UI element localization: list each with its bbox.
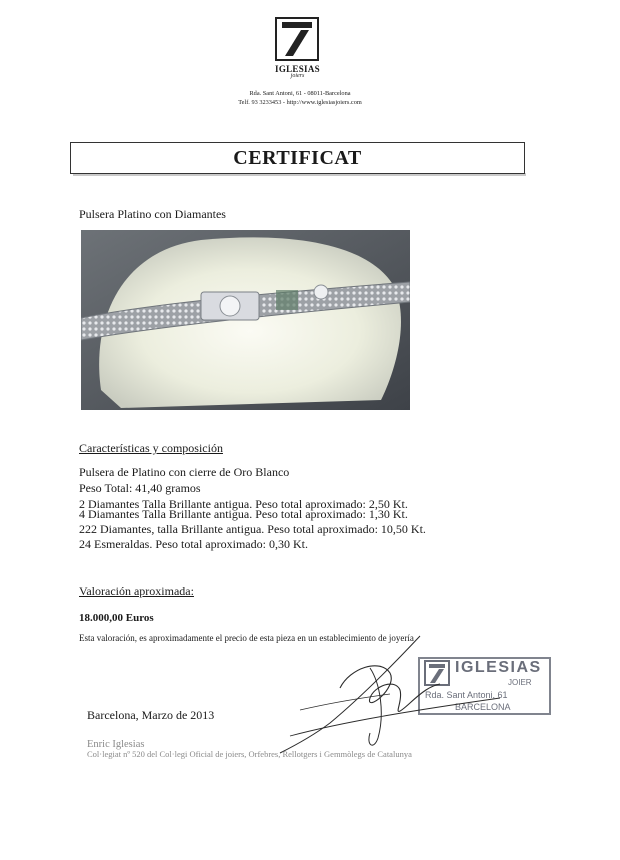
stamp-brand: IGLESIAS <box>455 659 542 676</box>
logo-tagline: joiers <box>290 73 305 79</box>
handwritten-signature <box>270 628 530 758</box>
logo-i-mark-icon <box>277 19 317 59</box>
item-title: Pulsera Platino con Diamantes <box>79 207 226 221</box>
letterhead-address: Rda. Sant Antoni, 61 - 08011-Barcelona <box>249 90 351 97</box>
letterhead-contact: Telf. 93 3233453 - http://www.iglesiasjoiers.com <box>238 99 362 106</box>
stamp-city: BARCELONA <box>455 702 511 712</box>
valuation-heading: Valoración aproximada: <box>79 584 194 598</box>
stamp-sub: JOIER <box>508 678 532 687</box>
spec-line: 4 Diamantes Talla Brillante antigua. Peso total aproximado: 1,30 Kt. <box>79 507 408 521</box>
certificate-title: CERTIFICAT <box>70 142 525 174</box>
bracelet-photo <box>81 230 410 410</box>
spec-line: 24 Esmeraldas. Peso total aproximado: 0,30 Kt. <box>79 537 308 551</box>
characteristics-heading: Características y composición <box>79 441 223 455</box>
place-date: Barcelona, Marzo de 2013 <box>87 708 215 722</box>
signer-credentials: Col·legiat nº 520 del Col·legi Oficial de joiers, Orfebres, Rellotgers i Gemmòlegs de Catalunya <box>87 749 412 759</box>
spec-line: Pulsera de Platino con cierre de Oro Blanco <box>79 465 290 479</box>
valuation-price: 18.000,00 Euros <box>79 612 154 624</box>
company-logo <box>275 17 319 61</box>
spec-line: Peso Total: 41,40 gramos <box>79 481 201 495</box>
signer-name: Enric Iglesias <box>87 739 145 750</box>
spec-line: 2 Diamantes Talla Brillante antigua. Peso total aproximado: 2,50 Kt. <box>79 497 408 511</box>
stamp-street: Rda. Sant Antoni, 61 <box>425 690 508 700</box>
valuation-note: Esta valoración, es aproximadamente el precio de esta pieza en un establecimiento de joyería <box>79 633 414 643</box>
spec-line: 222 Diamantes, talla Brillante antigua. Peso total aproximado: 10,50 Kt. <box>79 522 426 536</box>
logo-brand-name: IGLESIAS <box>275 64 320 74</box>
